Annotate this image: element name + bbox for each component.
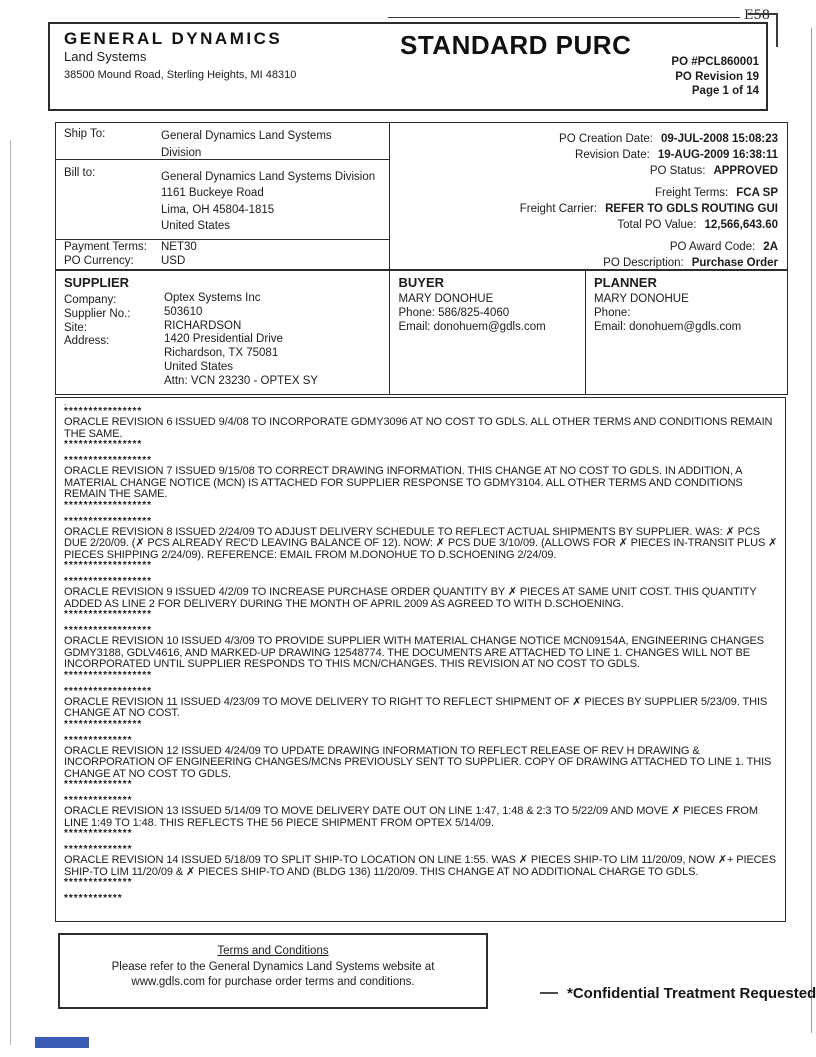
address-column: [56, 123, 390, 269]
asterisk-separator: ******************: [64, 455, 153, 466]
supplier-labels: Company: Supplier No.: Site: Address:: [64, 294, 131, 348]
asterisk-separator: ****************: [64, 439, 143, 450]
page-indicator: Page 1 of 14: [691, 85, 759, 97]
asterisk-separator: ******************: [64, 609, 153, 620]
revision-note-block: [64, 626, 779, 681]
buyer-heading: BUYER: [398, 275, 445, 290]
order-info-box: [55, 122, 788, 270]
buyer-name: MARY DONOHUE: [398, 293, 494, 305]
terms-title: Terms and Conditions: [217, 945, 329, 957]
division-name: Land Systems: [64, 49, 147, 64]
revision-note: ORACLE REVISION 11 ISSUED 4/23/09 TO MOVE DELIVERY TO RIGHT TO REFLECT SHIPMENT OF ✗ PIECES BY SUPPLIER 5/23/09. THIS CHANGE AT NO COST.: [64, 695, 768, 719]
bill-to-value: General Dynamics Land Systems Division 1161 Buckeye Road Lima, OH 45804-1815 United States: [161, 170, 376, 232]
asterisk-separator: ******************: [64, 576, 153, 587]
po-number: PO #PCL860001: [671, 56, 759, 68]
supplier-section: [56, 271, 390, 394]
confidential-annotation: [540, 985, 816, 1003]
revision-note-block: [64, 517, 779, 572]
asterisk-separator: ******************: [64, 515, 153, 527]
planner-contact: [594, 292, 741, 334]
doc-code-line: [388, 17, 740, 18]
total-po-value-row: Total PO Value: 12,566,643.60: [617, 219, 778, 231]
revision-note-block: [64, 796, 779, 839]
asterisk-separator: **************: [64, 795, 133, 806]
company-address: 38500 Mound Road, Sterling Heights, MI 48310: [64, 69, 297, 81]
freight-terms-row: Freight Terms: FCA SP: [654, 187, 778, 199]
document-title: STANDARD PURC: [400, 30, 632, 60]
terms-line1: Please refer to the General Dynamics Land Systems website at: [111, 960, 435, 973]
revision-notes-box: [55, 397, 786, 922]
revision-note: ORACLE REVISION 10 ISSUED 4/3/09 TO PROVIDE SUPPLIER WITH MATERIAL CHANGE NOTICE MCN09154A, ENGINEERING CHANGES GDMY3188, GDLV4616, AND MARKED-UP DRAWING 12548774. THE DOCUMENTS ARE ATTACHED TO LINE 1. CHANGES WILL NOT BE INCORPORATED UNTIL SUPPLIER RESPONDS TO THIS MCN/CHANGES. THIS REVISION AT NO COST TO GDLS.: [64, 635, 765, 670]
po-description-row: PO Description: Purchase Order: [603, 257, 778, 269]
revision-note: ORACLE REVISION 13 ISSUED 5/14/09 TO MOVE DELIVERY DATE OUT ON LINE 1:47, 1:48 & 2:3 TO 5/22/09 AND MOVE ✗ PIECES FROM LINE 1:49 TO 1:48. THIS REFLECTS THE 56 PIECE SHIPMENT FROM OPTEX 5/14/09.: [64, 805, 758, 829]
revision-note-block: [64, 456, 779, 511]
dash-mark: [540, 992, 558, 994]
freight-carrier-row: Freight Carrier: REFER TO GDLS ROUTING GUI: [519, 203, 778, 215]
revision-note-block: [64, 736, 779, 791]
buyer-contact: [399, 292, 546, 334]
asterisk-separator: **************: [64, 779, 133, 790]
po-currency-value: USD: [161, 255, 186, 267]
confidential-note: *Confidential Treatment Requested: [567, 985, 816, 1002]
po-award-code-row: PO Award Code: 2A: [669, 241, 778, 253]
supplier-box: [55, 270, 788, 395]
bill-to-label: Bill to:: [64, 166, 96, 179]
planner-phone: Phone:: [594, 307, 631, 319]
supplier-heading: SUPPLIER: [64, 275, 130, 290]
planner-heading: PLANNER: [594, 275, 657, 290]
right-scan-line: [811, 28, 812, 1033]
doc-code: E58: [744, 8, 771, 23]
asterisk-separator: **************: [64, 877, 133, 888]
asterisk-separator: ******************: [64, 560, 153, 571]
bill-to-row: [56, 161, 389, 240]
supplier-values: Optex Systems Inc 503610 RICHARDSON 1420 Presidential Drive Richardson, TX 75081 United States Attn: VCN 23230 - OPTEX SY: [164, 292, 319, 387]
planner-section: [586, 271, 787, 394]
terms-box: [58, 933, 488, 1009]
revision-note: ORACLE REVISION 8 ISSUED 2/24/09 TO ADJUST DELIVERY SCHEDULE TO REFLECT ACTUAL SHIPMENTS BY SUPPLIER. WAS: ✗ PCS DUE 2/20/09. (✗ PCS ALREADY REC'D LEAVING BALANCE OF 12). NOW: ✗ PCS DUE 3/10/09. (ALLOWS FOR ✗ PIECES IN-TRANSIT PLUS ✗ PIECES SHIPPING 2/24/09). REFERENCE: EMAIL FROM M.DONOHUE TO D.SCHOENING 2/24/09.: [64, 525, 778, 561]
asterisk-separator: **************: [64, 844, 133, 855]
ship-to-value: General Dynamics Land Systems Division: [161, 130, 332, 159]
planner-email: Email: donohuem@gdls.com: [594, 321, 742, 333]
revision-note-block: [64, 407, 779, 450]
po-currency-row: [56, 254, 389, 268]
revision-note: ORACLE REVISION 12 ISSUED 4/24/09 TO UPDATE DRAWING INFORMATION TO REFLECT RELEASE OF REV H DRAWING & INCORPORATION OF ENGINEERING CHANGES/MCNs PREVIOUSLY SENT TO SUPPLIER. COPY OF DRAWING ATTACHED TO LINE 1. THIS CHANGE AT NO COST TO GDLS.: [64, 744, 772, 780]
revision-note: ORACLE REVISION 6 ISSUED 9/4/08 TO INCORPORATE GDMY3096 AT NO COST TO GDLS. ALL OTHER TERMS AND CONDITIONS REMAIN THE SAME.: [64, 416, 773, 440]
header-box: [48, 22, 768, 111]
asterisk-separator: ******************: [64, 685, 153, 697]
intro-dot: .: [64, 398, 67, 407]
payment-terms-label: Payment Terms:: [64, 241, 147, 253]
terms-line2: www.gdls.com for purchase order terms and conditions.: [131, 976, 415, 988]
payment-terms-row: [56, 240, 389, 254]
asterisk-separator: **************: [64, 828, 133, 839]
po-creation-date-row: PO Creation Date: 09-JUL-2008 15:08:23: [559, 133, 778, 145]
asterisk-separator: ****************: [64, 406, 143, 417]
revision-note-block: [64, 687, 779, 730]
ship-to-label: Ship To:: [64, 128, 106, 140]
ship-to-row: [56, 123, 389, 160]
blue-mark: [35, 1037, 89, 1048]
revision-date-row: Revision Date: 19-AUG-2009 16:38:11: [575, 149, 778, 161]
asterisk-separator: ******************: [64, 625, 153, 636]
po-currency-label: PO Currency:: [64, 255, 134, 267]
revision-note-block: [64, 577, 779, 620]
payment-terms-value: NET30: [161, 241, 197, 253]
payment-rows: [56, 240, 389, 268]
revision-note: ORACLE REVISION 9 ISSUED 4/2/09 TO INCREASE PURCHASE ORDER QUANTITY BY ✗ PIECES AT SAME UNIT COST. THIS QUANTITY ADDED AS LINE 2 FOR DELIVERY DURING THE MONTH OF APRIL 2009 AS AGREED TO WITH D.SCHOENING.: [64, 586, 757, 610]
asterisk-separator: ****************: [64, 718, 143, 730]
asterisk-separator: **************: [64, 734, 133, 746]
po-details: [391, 123, 787, 271]
po-revision: PO Revision 19: [675, 70, 759, 83]
po-meta: [671, 55, 759, 99]
planner-name: MARY DONOHUE: [594, 293, 689, 305]
revision-note: ORACLE REVISION 14 ISSUED 5/18/09 TO SPLIT SHIP-TO LOCATION ON LINE 1:55. WAS ✗ PIECES SHIP-TO LIM 11/20/09, NOW ✗+ PIECES SHIP-TO LIM 11/20/09 & ✗ PIECES SHIP-TO AND (BLDG 136) 11/20/09. THIS CHANGE AT NO ADDITIONAL CHARGE TO GDLS.: [64, 854, 777, 878]
po-status-row: PO Status: APPROVED: [649, 165, 778, 177]
buyer-email: Email: donohuem@gdls.com: [398, 321, 546, 333]
left-scan-line: [10, 140, 11, 1045]
revision-note: ORACLE REVISION 7 ISSUED 9/15/08 TO CORRECT DRAWING INFORMATION. THIS CHANGE AT NO COST TO GDLS. IN ADDITION, A MATERIAL CHANGE NOTICE (MCN) IS ATTACHED FOR SUPPLIER RESPONSE TO GDMY3104. ALL OTHER TERMS AND CONDITIONS REMAIN THE SAME.: [64, 465, 743, 500]
company-logo: GENERAL DYNAMICS: [64, 29, 283, 48]
buyer-section: [391, 271, 586, 394]
revision-note-block: [64, 845, 779, 888]
asterisk-separator: ******************: [64, 669, 153, 681]
buyer-phone: Phone: 586/825-4060: [398, 307, 510, 319]
asterisk-separator: ******************: [64, 499, 153, 511]
asterisk-separator: ************: [64, 893, 123, 904]
